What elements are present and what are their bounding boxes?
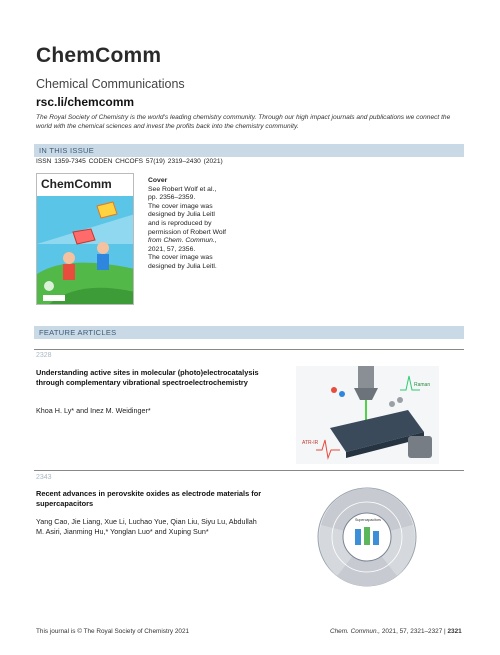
divider (34, 470, 464, 471)
article-page-number: 2343 (36, 474, 52, 481)
feature-articles-bar: FEATURE ARTICLES (34, 326, 464, 339)
cover-title: ChemComm (41, 177, 112, 191)
article-figure (296, 366, 439, 464)
journal-url[interactable]: rsc.li/chemcomm (36, 95, 135, 109)
mission-statement: The Royal Society of Chemistry is the world’s leading chemistry community. Through our high impact journals and publications we connect the world with the chemical sciences and invest the profits back into the chemistry community. (36, 114, 451, 130)
article-authors: Khoa H. Ly* and Inez M. Weidinger* (36, 406, 151, 415)
article-title[interactable]: Recent advances in perovskite oxides as electrode materials for supercapacitors (36, 489, 262, 508)
figure-label-supercapacitors: Supercapacitors (355, 518, 381, 522)
journal-title: ChemComm (36, 44, 162, 67)
cover-line: and is reproduced by (148, 219, 212, 227)
cover-illustration (37, 174, 134, 305)
footer-volume: 2021, 57, 2321–2327 | (380, 628, 446, 635)
cover-description (148, 177, 248, 272)
figure-label-atr-ir: ATR-IR (302, 440, 319, 446)
cover-line: 2021, 57, 2356. (148, 245, 196, 253)
cover-line: See Robert Wolf et al., (148, 185, 217, 193)
footer-copyright: This journal is © The Royal Society of Chemistry 2021 (36, 628, 190, 635)
in-this-issue-bar: IN THIS ISSUE (34, 144, 464, 157)
spectroelectrochemistry-diagram (296, 366, 439, 464)
cover-line: permission of Robert Wolf (148, 228, 227, 236)
cover-image[interactable] (36, 173, 134, 305)
cover-line: pp. 2356–2359. (148, 194, 196, 202)
cover-line: designed by Julia Leitl (148, 211, 215, 219)
article-authors: Yang Cao, Jie Liang, Xue Li, Luchao Yue, Qian Liu, Siyu Lu, Abdullah M. Asiri, Jianming Hu,* Yonglan Luo* and Xuping Sun* (36, 517, 257, 536)
cover-line: The cover image was (148, 254, 213, 262)
footer-citation (330, 628, 462, 635)
journal-subtitle: Chemical Communications (36, 77, 185, 91)
cover-heading: Cover (148, 177, 168, 184)
cover-line: from Chem. Commun., (148, 237, 217, 245)
article-title[interactable]: Understanding active sites in molecular (photo)electrocatalysis through complementary vibrational spectroelectrochemistry (36, 368, 259, 387)
footer-page-number: 2321 (447, 628, 462, 635)
article-figure (317, 487, 417, 587)
cover-line: designed by Julia Leitl. (148, 262, 217, 270)
issue-info: ISSN 1359-7345 CODEN CHCOFS 57(19) 2319–2430 (2021) (36, 158, 223, 165)
article-page-number: 2328 (36, 352, 52, 359)
divider (34, 349, 464, 350)
footer-journal: Chem. Commun., (330, 628, 381, 635)
supercapacitor-wheel-diagram (317, 487, 417, 587)
figure-label-raman: Raman (414, 382, 431, 388)
cover-line: The cover image was (148, 202, 213, 210)
